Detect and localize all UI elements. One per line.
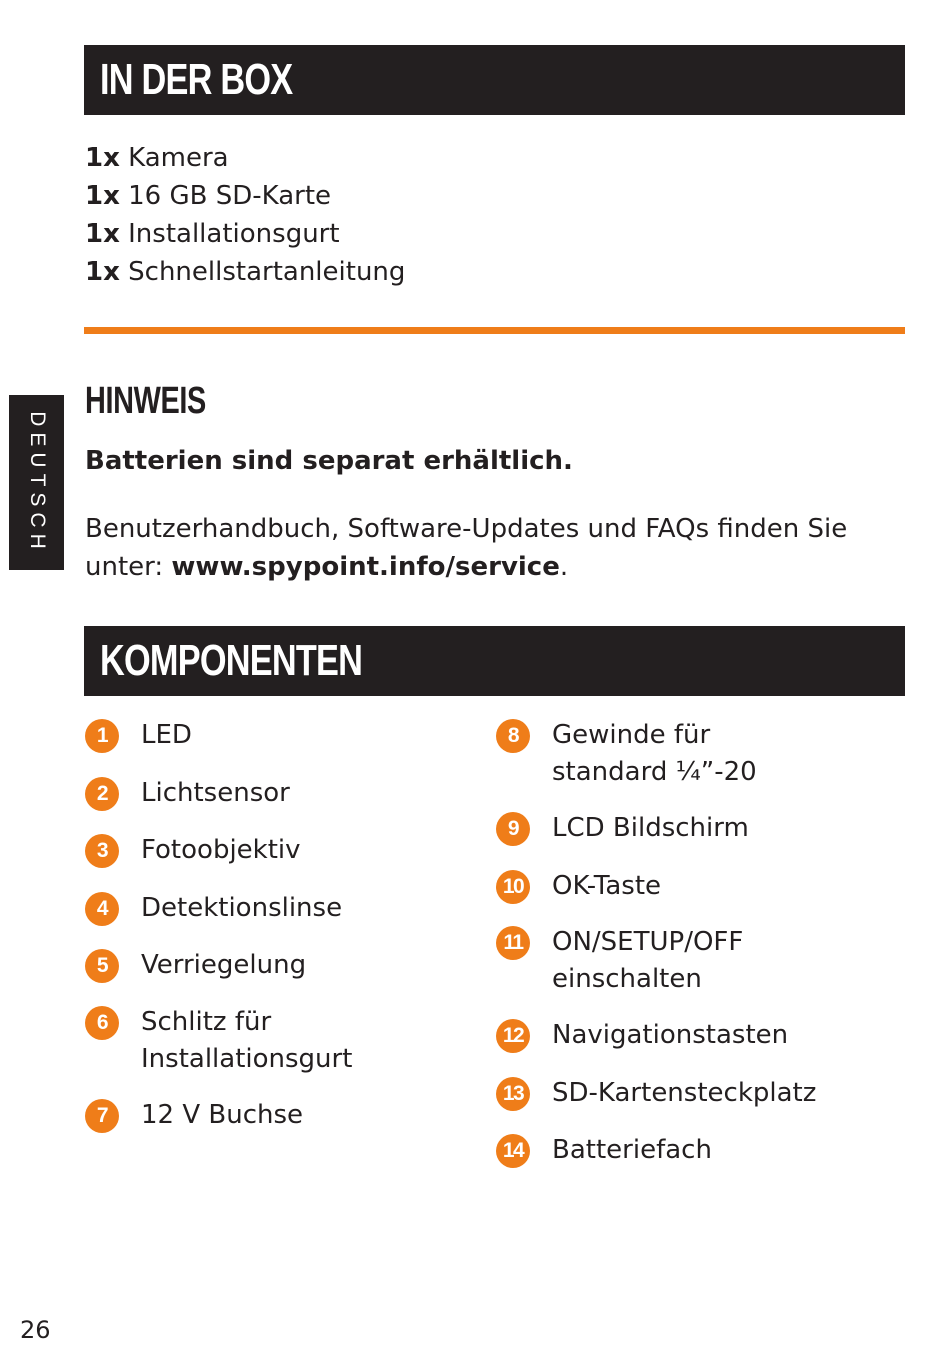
list-item <box>85 177 405 215</box>
komponenten-title: KOMPONENTEN <box>100 636 363 685</box>
component-item <box>85 832 301 869</box>
language-tab-label: DEUTSCH <box>25 410 49 555</box>
item-qty: 1x <box>85 143 120 173</box>
in-der-box-banner <box>84 45 905 115</box>
service-note-end: . <box>559 552 569 582</box>
item-qty: 1x <box>85 219 120 249</box>
language-side-tab <box>9 395 64 570</box>
component-label: Navigationstasten <box>552 1020 789 1050</box>
list-item <box>85 253 405 291</box>
component-label: LCD Bildschirm <box>552 813 749 843</box>
battery-note: Batterien sind separat erhältlich. <box>85 446 573 476</box>
component-item <box>496 924 743 998</box>
item-text: Installationsgurt <box>128 219 340 249</box>
component-item <box>85 947 306 984</box>
service-note <box>85 510 885 586</box>
list-item <box>85 139 405 177</box>
component-label: SD-Kartensteckplatz <box>552 1078 817 1108</box>
component-item <box>496 717 757 791</box>
component-item <box>85 890 342 927</box>
item-text: 16 GB SD-Karte <box>128 181 332 211</box>
section-divider <box>84 327 905 334</box>
component-item <box>85 717 192 754</box>
component-item <box>496 1132 712 1169</box>
component-item <box>496 1017 788 1054</box>
item-qty: 1x <box>85 181 120 211</box>
component-label: Detektionslinse <box>141 893 343 923</box>
number-badge: 8 <box>496 719 530 753</box>
component-item <box>85 1097 303 1134</box>
hinweis-title: HINWEIS <box>85 380 206 422</box>
component-label: 12 V Buchse <box>141 1100 304 1130</box>
number-badge: 2 <box>85 777 119 811</box>
component-label: Batteriefach <box>552 1135 712 1165</box>
component-label: Fotoobjektiv <box>141 835 301 865</box>
component-item <box>496 868 661 905</box>
item-text: Schnellstartanleitung <box>128 257 406 287</box>
list-item <box>85 215 405 253</box>
service-url-link[interactable]: www.spypoint.info/service <box>171 552 560 582</box>
component-label: Schlitz für Installationsgurt <box>141 1007 353 1074</box>
in-der-box-list <box>85 139 405 291</box>
number-badge: 4 <box>85 892 119 926</box>
page-number: 26 <box>20 1316 51 1344</box>
number-badge: 3 <box>85 834 119 868</box>
component-label: Lichtsensor <box>141 778 290 808</box>
item-text: Kamera <box>128 143 229 173</box>
component-label: OK-Taste <box>552 871 662 901</box>
number-badge: 12 <box>496 1019 530 1053</box>
number-badge: 1 <box>85 719 119 753</box>
number-badge: 11 <box>496 926 530 960</box>
service-note-text: Benutzerhandbuch, Software-Updates und FAQs finden Sie unter: <box>85 514 848 582</box>
component-item <box>85 1004 352 1078</box>
number-badge: 10 <box>496 870 530 904</box>
number-badge: 7 <box>85 1099 119 1133</box>
in-der-box-title: IN DER BOX <box>100 55 293 104</box>
component-label: Gewinde für standard ¼”-20 <box>552 720 757 787</box>
komponenten-banner <box>84 626 905 696</box>
component-item <box>85 775 290 812</box>
component-item <box>496 810 749 847</box>
number-badge: 14 <box>496 1134 530 1168</box>
number-badge: 5 <box>85 949 119 983</box>
item-qty: 1x <box>85 257 120 287</box>
component-label: LED <box>141 720 192 750</box>
component-item <box>496 1075 816 1112</box>
number-badge: 6 <box>85 1006 119 1040</box>
number-badge: 13 <box>496 1077 530 1111</box>
number-badge: 9 <box>496 812 530 846</box>
component-label: Verriegelung <box>141 950 307 980</box>
component-label: ON/SETUP/OFF einschalten <box>552 927 744 994</box>
